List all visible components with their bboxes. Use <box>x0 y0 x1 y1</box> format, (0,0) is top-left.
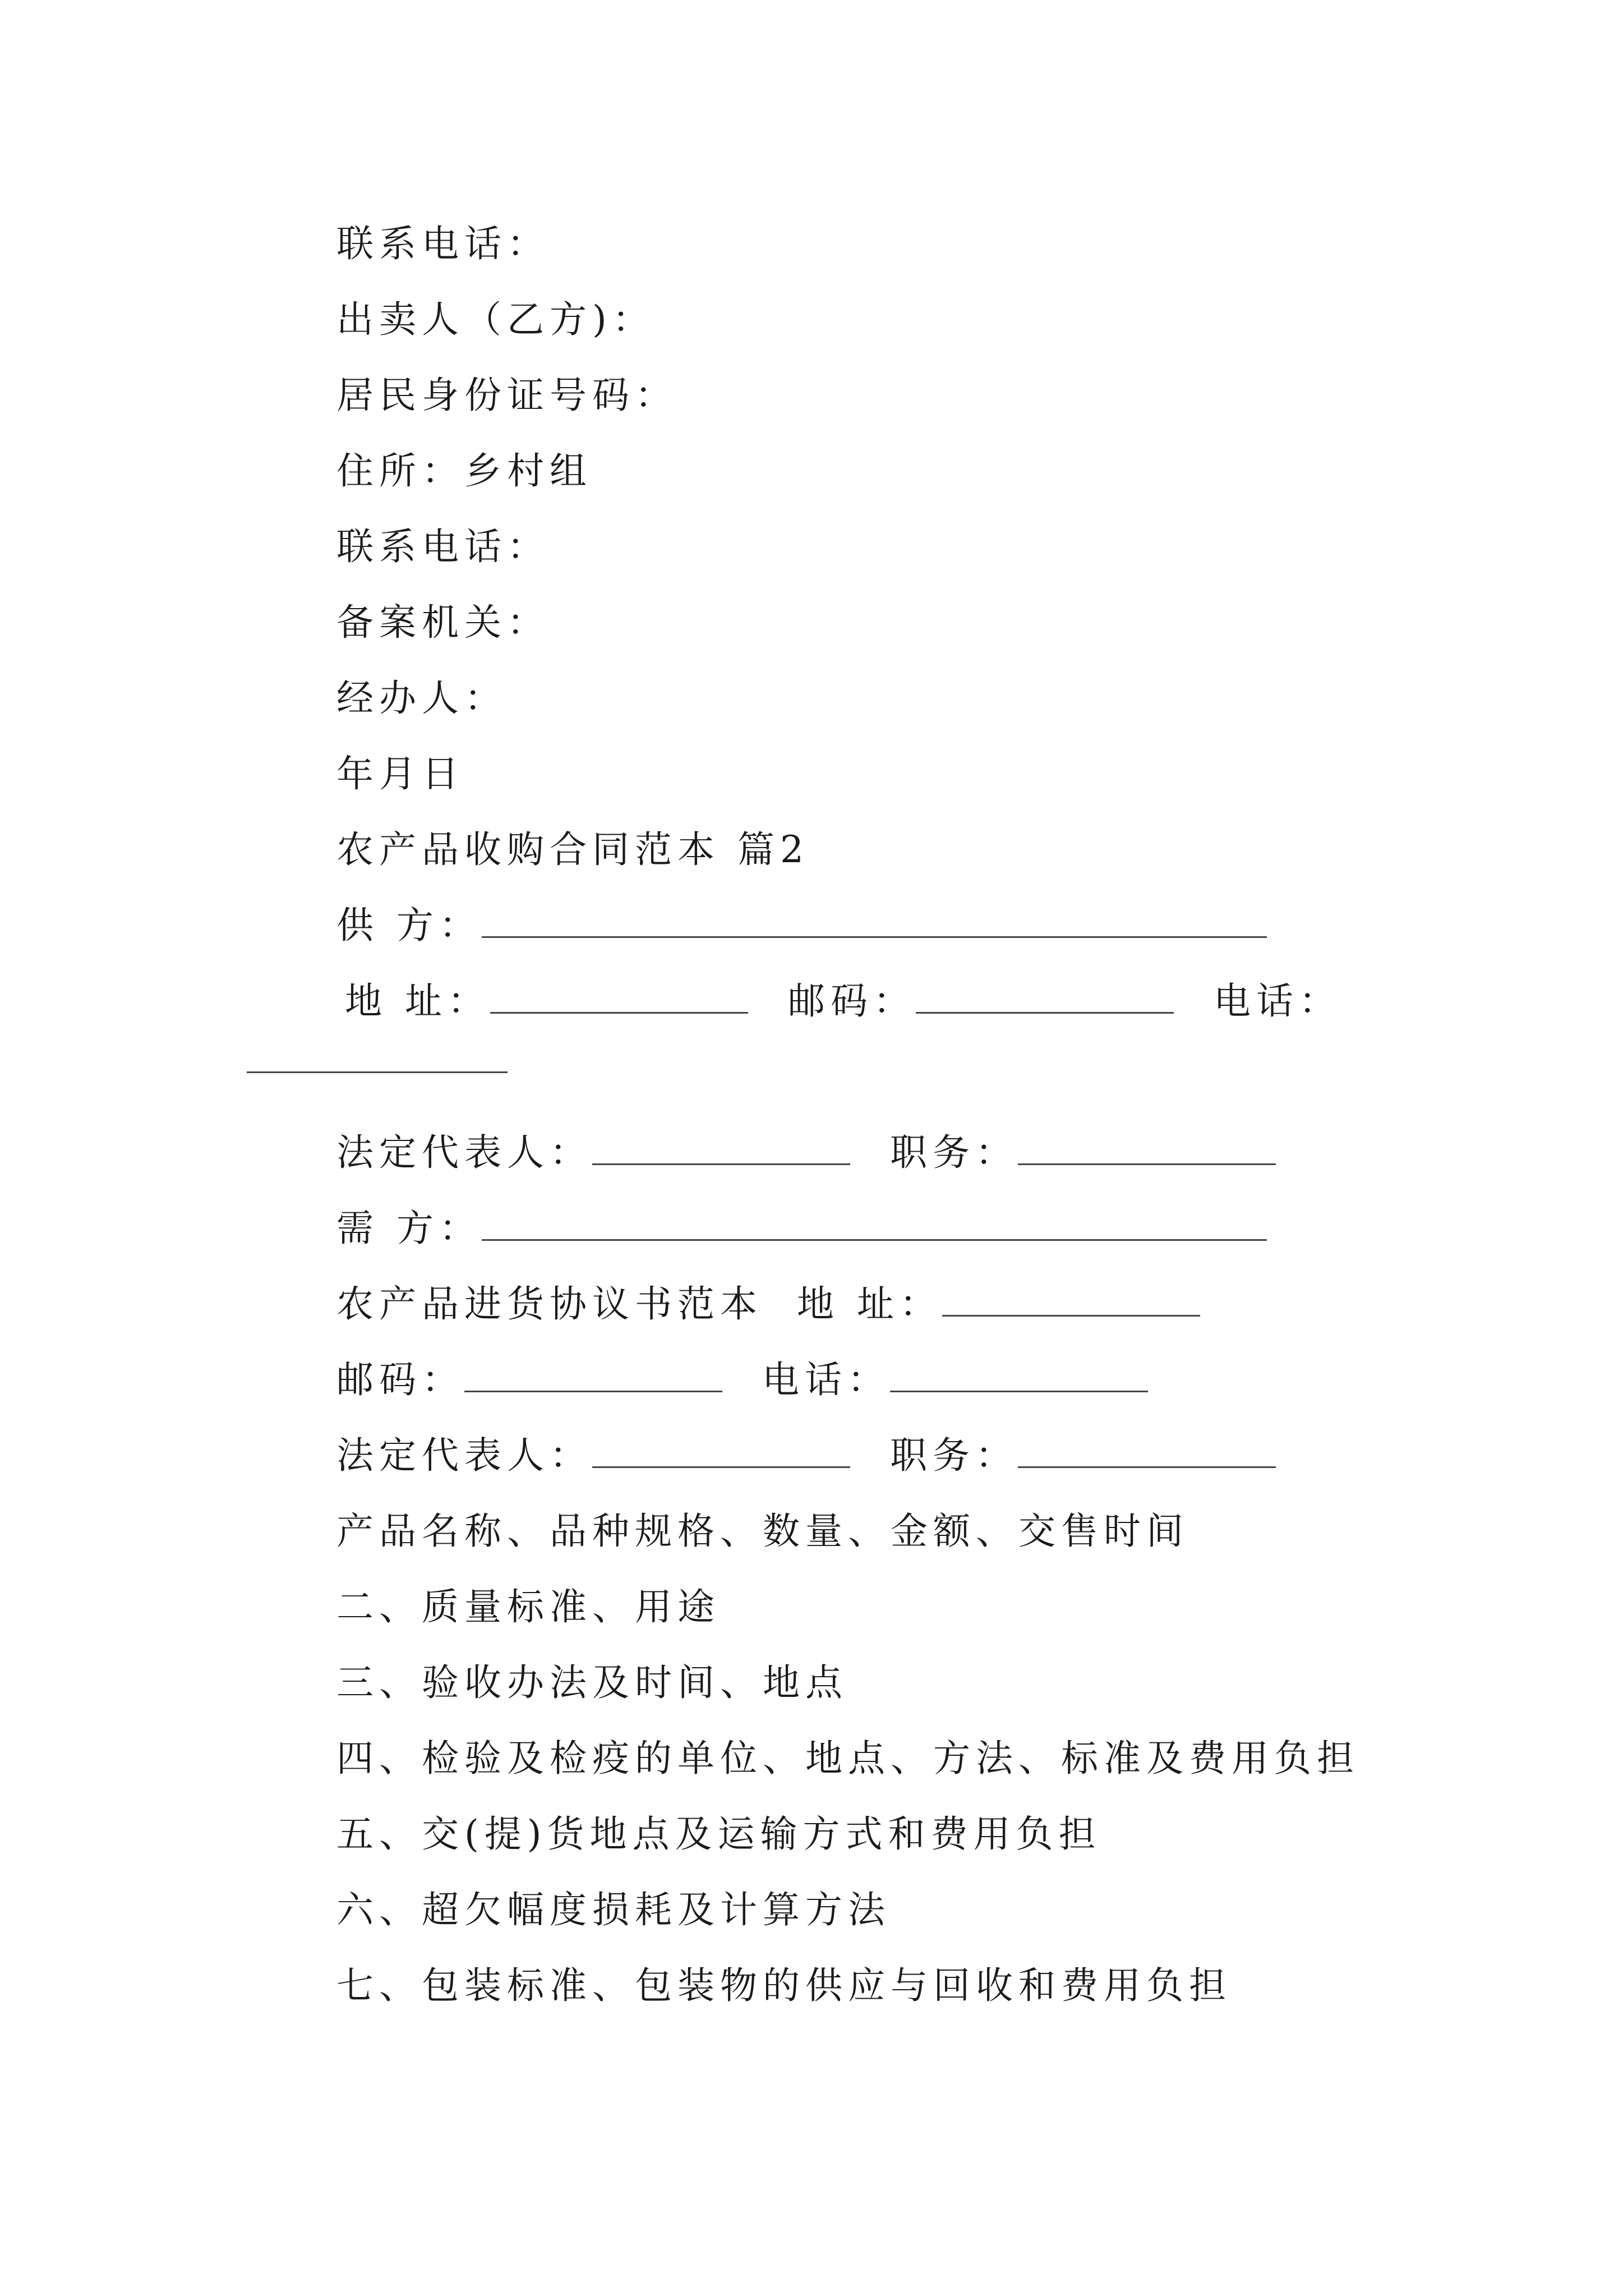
buyer-address-label: 地 址： <box>796 1282 942 1326</box>
id-number-line: 居民身份证号码： <box>336 374 677 417</box>
clause-line: 三、验收办法及时间、地点 <box>336 1661 848 1704</box>
postcode-blank <box>916 981 1174 1014</box>
section-heading: 农产品收购合同范本 篇2 <box>336 828 809 871</box>
handler-line: 经办人： <box>336 677 507 720</box>
contact-phone-line-2: 联系电话： <box>336 525 550 568</box>
buyer-contact-row <box>336 1355 1148 1405</box>
clause-line: 七、包装标准、包装物的供应与回收和费用负担 <box>336 1964 1232 2007</box>
residence-line: 住所：乡村组 <box>336 449 592 493</box>
buyer-postcode-blank <box>464 1359 722 1392</box>
supplier-address-row <box>345 976 1341 1027</box>
legal-rep-row-1 <box>336 1128 1276 1178</box>
date-line: 年月日 <box>336 752 464 795</box>
legal-rep-blank <box>592 1132 850 1165</box>
buyer-title-label: 职务： <box>889 1434 1018 1477</box>
supplier-label: 供 方： <box>336 904 482 947</box>
buyer-label: 需 方： <box>336 1207 482 1250</box>
postcode-label: 邮码： <box>787 979 916 1023</box>
agreement-title: 农产品进货协议书范本 <box>336 1282 763 1326</box>
filing-authority-line: 备案机关： <box>336 601 550 644</box>
buyer-phone-label: 电话： <box>762 1358 890 1401</box>
title-blank <box>1018 1132 1276 1165</box>
phone-blank-wrapped <box>247 1071 508 1073</box>
address-blank <box>490 981 748 1014</box>
clause-line: 四、检验及检疫的单位、地点、方法、标准及费用负担 <box>336 1737 1359 1780</box>
clause-line: 产品名称、品种规格、数量、金额、交售时间 <box>336 1510 1189 1553</box>
legal-rep-row-2 <box>336 1430 1276 1481</box>
clause-line: 五、交(提)货地点及运输方式和费用负担 <box>336 1812 1101 1856</box>
buyer-legal-rep-label: 法定代表人： <box>336 1434 592 1477</box>
buyer-title-blank <box>1018 1435 1276 1468</box>
buyer-blank <box>482 1208 1267 1241</box>
buyer-phone-blank <box>890 1359 1148 1392</box>
phone-label: 电话： <box>1213 979 1341 1023</box>
buyer-legal-rep-blank <box>592 1435 850 1468</box>
address-label: 地 址： <box>345 979 490 1023</box>
buyer-address-blank <box>942 1283 1200 1317</box>
title-label: 职务： <box>889 1131 1018 1174</box>
clause-line: 二、质量标准、用途 <box>336 1585 720 1628</box>
buyer-address-row <box>336 1279 1200 1329</box>
supplier-blank <box>482 905 1267 938</box>
contact-phone-line-1: 联系电话： <box>336 222 550 265</box>
legal-rep-label: 法定代表人： <box>336 1131 592 1174</box>
buyer-postcode-label: 邮码： <box>336 1358 464 1401</box>
seller-party-line: 出卖人（乙方)： <box>336 298 655 341</box>
supplier-row <box>336 900 1267 951</box>
clause-line: 六、超欠幅度损耗及计算方法 <box>336 1888 891 1931</box>
buyer-row <box>336 1203 1267 1254</box>
